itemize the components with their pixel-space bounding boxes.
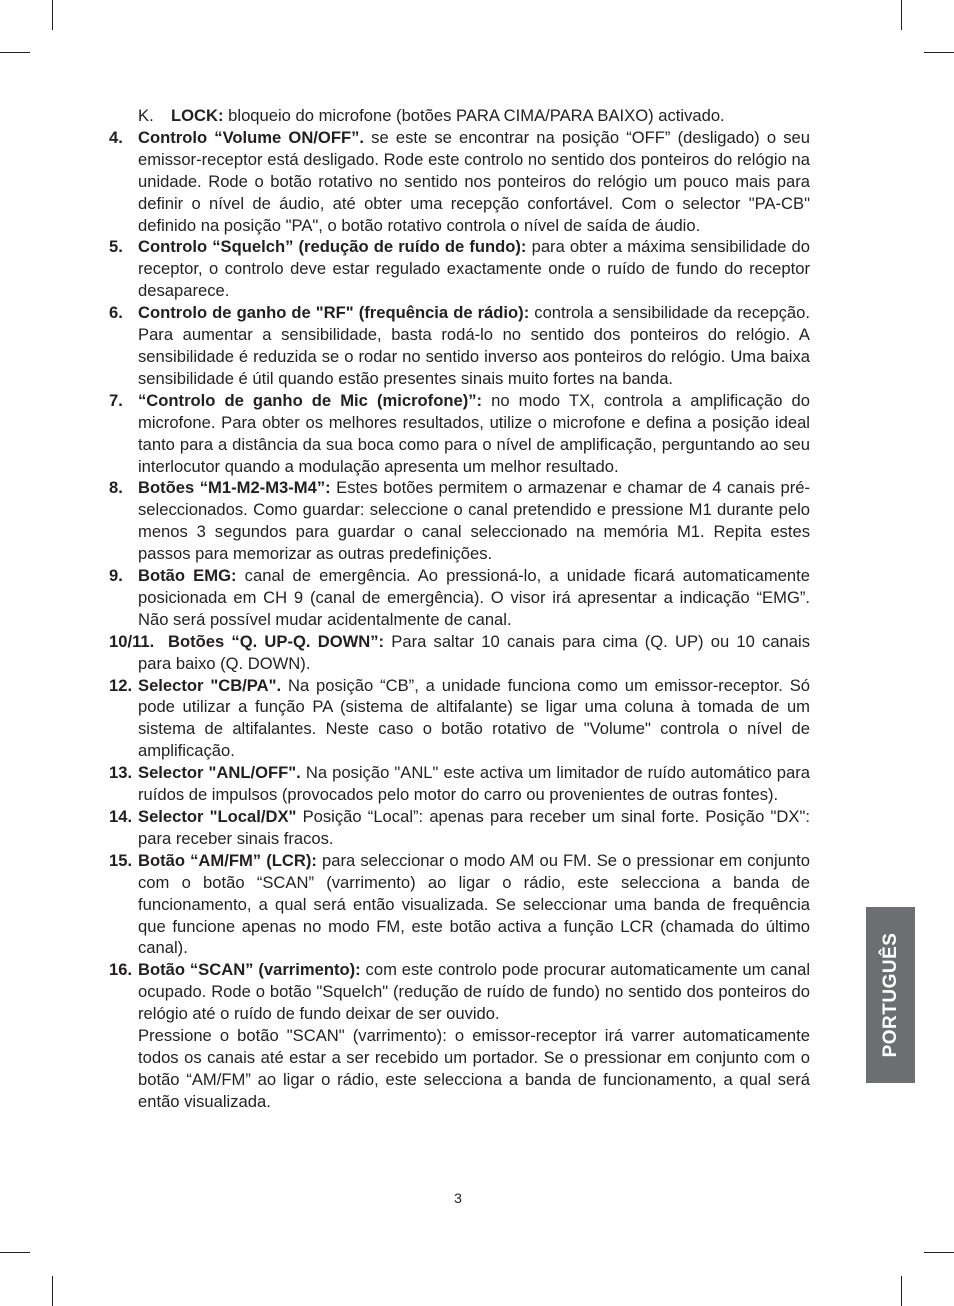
list-item	[109, 762, 810, 806]
item-number: K.	[138, 106, 154, 125]
item-number: 4.	[109, 127, 123, 147]
item-heading: “Controlo de ganho de Mic (microfone)”:	[138, 390, 483, 410]
page-number: 3	[454, 1190, 462, 1206]
list-item	[109, 850, 810, 960]
list-item	[109, 390, 810, 478]
list-item	[109, 477, 810, 565]
item-heading: Controlo “Volume ON/OFF”.	[138, 127, 365, 147]
list-item	[109, 127, 810, 237]
item-number: 10/11.	[109, 631, 155, 651]
manual-body	[109, 105, 810, 1113]
crop-mark	[52, 0, 53, 30]
item-text: canal de emergência. Ao pressioná-lo, a unidade ficará automaticamente posicionada em CH 9 (canal de emergência). O visor irá apresentar a indicação “EMG”. Não será possível mudar acidentalmente de canal.	[138, 566, 811, 629]
item-number: 14.	[109, 807, 133, 826]
item-heading: LOCK:	[171, 106, 224, 125]
list-item	[109, 806, 810, 850]
item-heading: Controlo de ganho de "RF" (frequência de rádio):	[138, 303, 530, 323]
crop-mark	[901, 0, 902, 30]
item-text: com este controlo pode procurar automaticamente um canal ocupado. Rode o botão "Squelch" (redução de ruído de fundo) no sentido dos ponteiros do relógio até o ruído de fundo deixar de ser ouvido.	[138, 960, 811, 1024]
language-tab	[866, 907, 915, 1083]
item-text: se este se encontrar na posição “OFF” (desligado) o seu emissor-receptor está desligado. Rode este controlo no sentido dos ponteiros do relógio na unidade. Rode o botão rotativo no sentido nos ponteiros do relógio um pouco mais para definir o nível de áudio, até obter uma recepção confortável. Com o selector "PA-CB" definido na posição "PA", o botão rotativo controla o nível de saída de áudio.	[138, 127, 810, 235]
list-item	[109, 302, 810, 390]
item-number: 5.	[109, 237, 123, 257]
list-item	[109, 105, 810, 127]
crop-mark	[924, 1252, 954, 1253]
item-text: para obter a máxima sensibilidade do receptor, o controlo deve estar regulado exactamente onde o ruído de fundo do receptor desaparece.	[138, 237, 810, 301]
item-number: 8.	[109, 478, 123, 498]
item-number: 12.	[109, 675, 133, 695]
item-text: Na posição “CB”, a unidade funciona como um emissor-receptor. Só pode utilizar a função PA (sistema de altifalante) se ligar uma coluna à tomada de um sistema de altifalantes. Neste caso o botão rotativo de "Volume" controla o nível de amplificação.	[138, 675, 810, 761]
item-number: 15.	[109, 850, 133, 870]
item-text: Na posição "ANL" este activa um limitador de ruído automático para ruídos de impulsos (provocados pelo motor do carro ou provenientes de outras fontes).	[138, 763, 810, 805]
item-text: para seleccionar o modo AM ou FM. Se o pressionar em conjunto com o botão “SCAN” (varrimento) ao ligar o rádio, este selecciona a banda de funcionamento, a qual será então visualizada. Se seleccionar uma banda de frequência que funcione apenas no modo FM, este botão activa a função LCR (chamada do último canal).	[138, 850, 810, 958]
item-heading: Selector "Local/DX"	[138, 807, 297, 826]
item-text-continued: Pressione o botão "SCAN" (varrimento): o emissor-receptor irá varrer automaticamente todos os canais até estar a ser recebido um portador. Se o pressionar em conjunto com o botão “AM/FM” ao ligar o rádio, este selecciona a banda de funcionamento, a qual será então visualizada.	[138, 1026, 810, 1111]
item-text: Estes botões permitem o armazenar e chamar de 4 canais pré-seleccionados. Como guardar: seleccione o canal pretendido e pressione M1 durante pelo menos 3 segundos para guardar o canal seleccionado na memória M1. Repita estes passos para memorizar as outras predefinições.	[138, 478, 810, 564]
crop-mark	[52, 1276, 53, 1306]
list-item	[109, 675, 810, 763]
item-number: 9.	[109, 566, 123, 586]
crop-mark	[924, 52, 954, 53]
item-heading: Botões “Q. UP-Q. DOWN”:	[168, 631, 385, 651]
list-item	[109, 236, 810, 302]
item-text: controla a sensibilidade da recepção. Para aumentar a sensibilidade, basta rodá-lo no sentido dos ponteiros do relógio. A sensibilidade é reduzida se o rodar no sentido inverso aos ponteiros do relógio. Uma baixa sensibilidade é útil quando estão presentes sinais muito fortes na banda.	[138, 303, 810, 388]
item-number: 16.	[109, 960, 133, 980]
item-number: 7.	[109, 390, 123, 410]
item-text: bloqueio do microfone (botões PARA CIMA/PARA BAIXO) activado.	[223, 106, 725, 125]
item-heading: Botões “M1-M2-M3-M4”:	[138, 478, 331, 498]
item-heading: Selector "ANL/OFF".	[138, 763, 301, 783]
item-number: 6.	[109, 303, 123, 323]
item-number: 13.	[109, 763, 133, 783]
item-heading: Botão EMG:	[138, 566, 237, 586]
list-item	[109, 631, 810, 675]
item-heading: Botão “AM/FM” (LCR):	[138, 850, 317, 870]
list-item	[109, 565, 810, 631]
item-text: Para saltar 10 canais para cima (Q. UP) ou 10 canais para baixo (Q. DOWN).	[138, 631, 811, 673]
item-text: no modo TX, controla a amplificação do microfone. Para obter os melhores resultados, utilize o microfone e defina a posição ideal tanto para a distância da sua boca como para o nível de amplificação, perguntando ao seu interlocutor quando a modulação apresenta um melhor resultado.	[138, 390, 810, 476]
item-heading: Controlo “Squelch” (redução de ruído de fundo):	[138, 237, 527, 257]
list-item	[109, 959, 810, 1112]
crop-mark	[0, 1252, 30, 1253]
item-heading: Botão “SCAN” (varrimento):	[138, 960, 361, 980]
crop-mark	[901, 1276, 902, 1306]
language-tab-label: PORTUGUÊS	[879, 932, 901, 1058]
item-text: Posição “Local”: apenas para receber um sinal forte. Posição "DX": para receber sinais fracos.	[138, 807, 810, 848]
item-heading: Selector "CB/PA".	[138, 675, 282, 695]
crop-mark	[0, 52, 30, 53]
